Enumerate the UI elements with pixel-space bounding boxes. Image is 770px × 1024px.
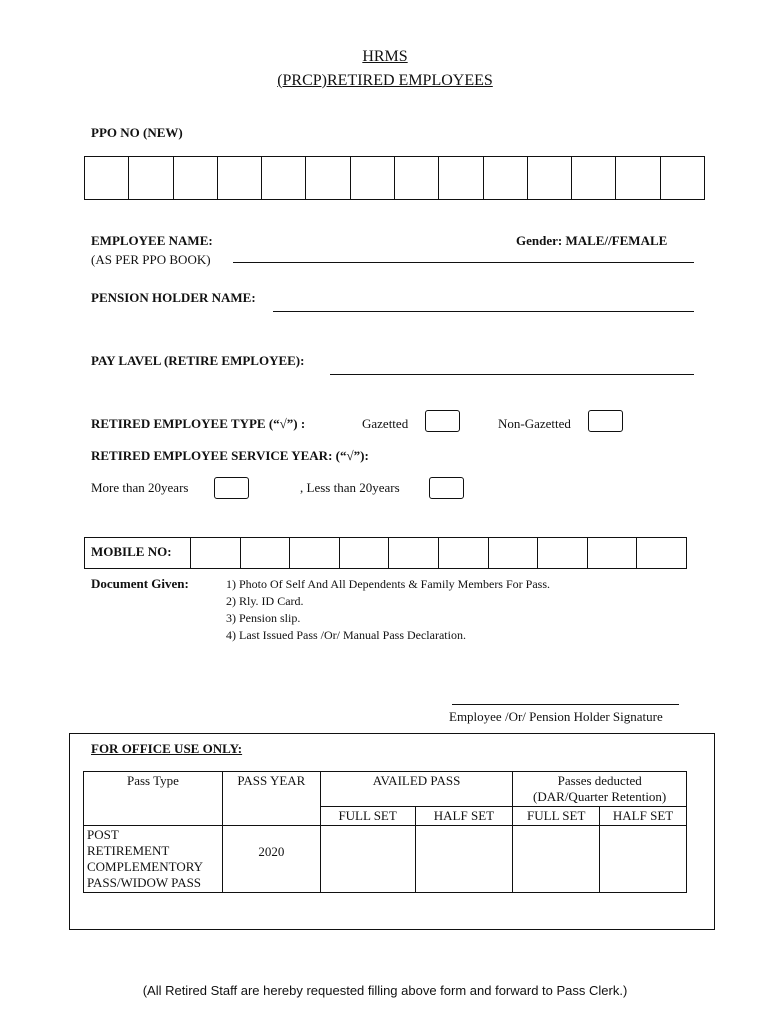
header-pass-type: Pass Type bbox=[84, 772, 223, 826]
ppo-digit-box[interactable] bbox=[262, 157, 306, 199]
mobile-digit-box[interactable] bbox=[588, 538, 638, 568]
service-year-label: RETIRED EMPLOYEE SERVICE YEAR: (“√”): bbox=[91, 448, 369, 463]
deducted-half-cell[interactable] bbox=[600, 826, 687, 893]
non-gazetted-checkbox[interactable] bbox=[588, 410, 623, 432]
ppo-label: PPO NO (NEW) bbox=[91, 125, 183, 140]
subheader-deducted-half: HALF SET bbox=[600, 807, 687, 826]
less-than-20-checkbox[interactable] bbox=[429, 477, 464, 499]
document-item: 1) Photo Of Self And All Dependents & Family Members For Pass. bbox=[226, 577, 550, 591]
mobile-digit-box[interactable] bbox=[439, 538, 489, 568]
signature-label: Employee /Or/ Pension Holder Signature bbox=[449, 709, 663, 724]
gazetted-label: Gazetted bbox=[362, 416, 409, 431]
mobile-digit-box[interactable] bbox=[191, 538, 241, 568]
retired-type-label: RETIRED EMPLOYEE TYPE (“√”) : bbox=[91, 416, 306, 431]
ppo-digit-box[interactable] bbox=[218, 157, 262, 199]
pass-table bbox=[83, 771, 687, 893]
mobile-digit-box[interactable] bbox=[340, 538, 390, 568]
pass-type-cell: POST RETIREMENT COMPLEMENTORY PASS/WIDOW PASS bbox=[84, 826, 223, 893]
ppo-digit-box[interactable] bbox=[439, 157, 483, 199]
table-row bbox=[84, 826, 687, 893]
ppo-digit-box[interactable] bbox=[616, 157, 660, 199]
mobile-number-boxes[interactable] bbox=[191, 538, 686, 568]
gazetted-checkbox[interactable] bbox=[425, 410, 460, 432]
pension-holder-field[interactable] bbox=[273, 311, 694, 312]
pass-year-cell: 2020 bbox=[222, 826, 320, 893]
pay-level-field[interactable] bbox=[330, 374, 694, 375]
ppo-digit-box[interactable] bbox=[572, 157, 616, 199]
pension-holder-label: PENSION HOLDER NAME: bbox=[91, 290, 256, 305]
mobile-digit-box[interactable] bbox=[489, 538, 539, 568]
ppo-digit-box[interactable] bbox=[85, 157, 129, 199]
subheader-availed-full: FULL SET bbox=[320, 807, 415, 826]
availed-full-cell[interactable] bbox=[320, 826, 415, 893]
form-title: HRMS bbox=[362, 48, 408, 65]
more-than-20-label: More than 20years bbox=[91, 480, 189, 495]
employee-name-sublabel: (AS PER PPO BOOK) bbox=[91, 252, 211, 267]
footer-note: (All Retired Staff are hereby requested filling above form and forward to Pass Clerk.) bbox=[142, 983, 628, 998]
header-availed-pass: AVAILED PASS bbox=[320, 772, 513, 807]
document-item: 4) Last Issued Pass /Or/ Manual Pass Declaration. bbox=[226, 628, 466, 642]
mobile-label: MOBILE NO: bbox=[85, 538, 191, 568]
ppo-digit-box[interactable] bbox=[484, 157, 528, 199]
non-gazetted-label: Non-Gazetted bbox=[498, 416, 571, 431]
ppo-digit-box[interactable] bbox=[306, 157, 350, 199]
less-than-20-label: , Less than 20years bbox=[300, 480, 400, 495]
ppo-digit-box[interactable] bbox=[395, 157, 439, 199]
documents-label: Document Given: bbox=[91, 576, 189, 591]
header-passes-deducted: Passes deducted (DAR/Quarter Retention) bbox=[513, 772, 687, 807]
mobile-digit-box[interactable] bbox=[241, 538, 291, 568]
more-than-20-checkbox[interactable] bbox=[214, 477, 249, 499]
availed-half-cell[interactable] bbox=[415, 826, 513, 893]
ppo-digit-box[interactable] bbox=[129, 157, 173, 199]
employee-name-label: EMPLOYEE NAME: bbox=[91, 233, 213, 248]
table-header-row bbox=[84, 772, 687, 807]
signature-line[interactable] bbox=[452, 704, 679, 705]
mobile-digit-box[interactable] bbox=[538, 538, 588, 568]
form-subtitle: (PRCP)RETIRED EMPLOYEES bbox=[277, 72, 493, 89]
gender-label: Gender: MALE//FEMALE bbox=[516, 233, 668, 248]
document-item: 3) Pension slip. bbox=[226, 611, 301, 625]
ppo-number-boxes[interactable] bbox=[84, 156, 705, 200]
ppo-digit-box[interactable] bbox=[174, 157, 218, 199]
ppo-digit-box[interactable] bbox=[528, 157, 572, 199]
ppo-digit-box[interactable] bbox=[351, 157, 395, 199]
ppo-digit-box[interactable] bbox=[661, 157, 704, 199]
documents-list bbox=[226, 576, 550, 644]
header-pass-year: PASS YEAR bbox=[222, 772, 320, 826]
mobile-digit-box[interactable] bbox=[290, 538, 340, 568]
document-item: 2) Rly. ID Card. bbox=[226, 594, 304, 608]
pay-level-label: PAY LAVEL (RETIRE EMPLOYEE): bbox=[91, 353, 305, 368]
employee-name-field[interactable] bbox=[233, 262, 694, 263]
mobile-row bbox=[84, 537, 687, 569]
mobile-digit-box[interactable] bbox=[637, 538, 686, 568]
subheader-availed-half: HALF SET bbox=[415, 807, 513, 826]
deducted-full-cell[interactable] bbox=[513, 826, 600, 893]
mobile-digit-box[interactable] bbox=[389, 538, 439, 568]
office-use-heading: FOR OFFICE USE ONLY: bbox=[91, 741, 243, 756]
subheader-deducted-full: FULL SET bbox=[513, 807, 600, 826]
